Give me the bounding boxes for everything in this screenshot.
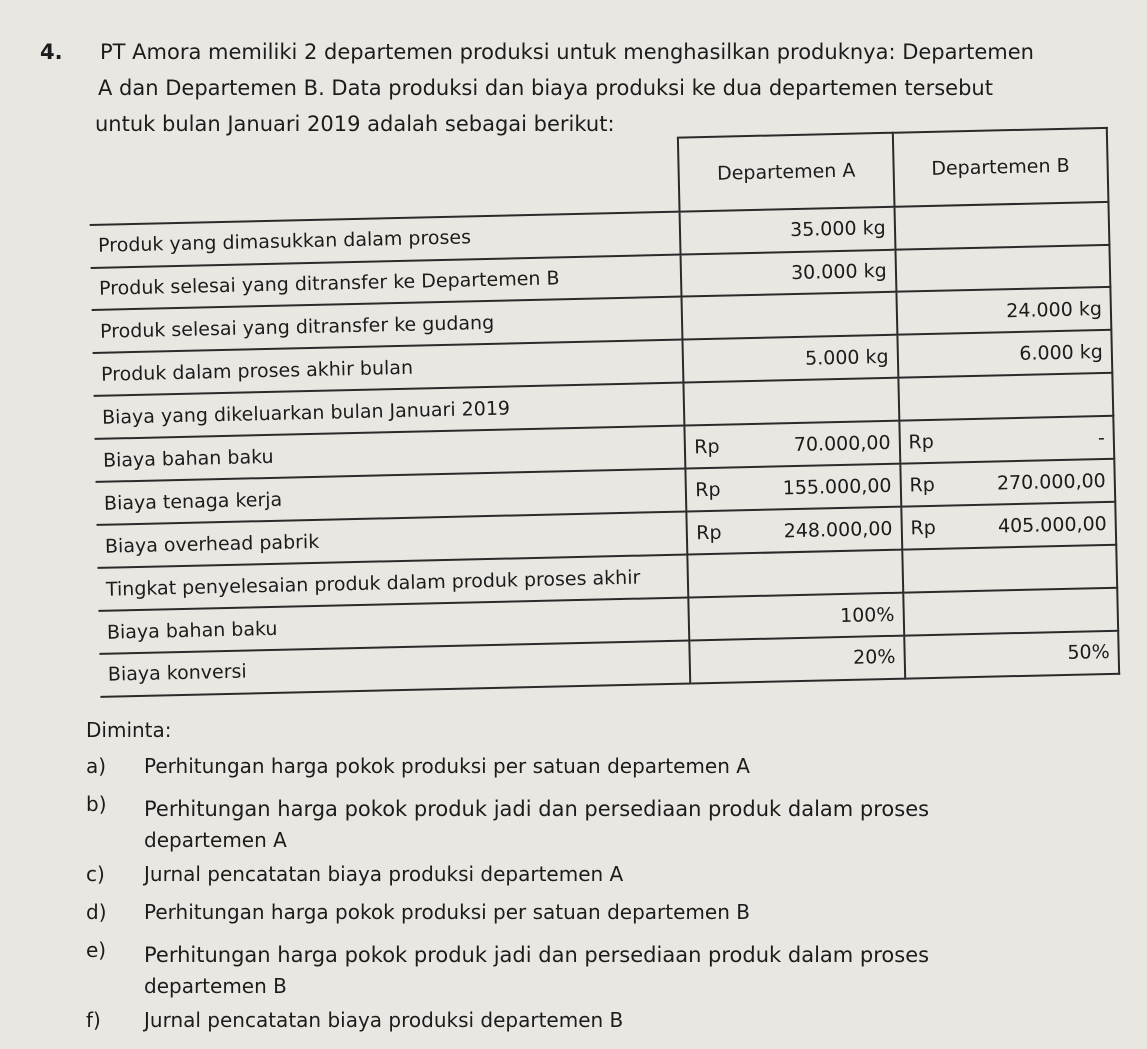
table-row: Produk yang dimasukkan dalam proses 35.000 kg <box>90 201 1110 267</box>
table-row: Biaya tenaga kerja Rp 155.000,00 Rp 270.000,00 <box>96 459 1116 525</box>
question-line-2: A dan Departemen B. Data produksi dan biaya produksi ke dua departemen tersebut <box>98 76 993 100</box>
question-number: 4. <box>40 40 63 64</box>
table-row: Produk dalam proses akhir bulan 5.000 kg 6.000 kg <box>93 330 1113 396</box>
table-row: Biaya konversi 20% 50% <box>99 631 1119 697</box>
textbook-page: 4. PT Amora memiliki 2 departemen produksi untuk menghasilkan produknya: Departemen A dan Departemen B. Data produksi dan biaya produksi ke dua departemen tersebut untuk bulan Januari 2019 adalah sebagai berikut: Departemen A Departemen B Produk yang dimasukkan dalam proses 35.000 kg Produk selesai yang ditransfer ke Departemen B 30.000 kg Produk selesai yang ditransfer ke gudang 24.000 kg Produk dalam proses akhir bulan 5.000 kg 6.000 kg Biaya yang dikeluarkan bulan Januari 2019 Biaya bahan baku Rp 70.000,00 Rp - Biaya tenaga kerja Rp 155.000,00 Rp 270.000,00 Biaya overhead pabrik Rp 248.000,00 Rp 405.000,00 Tingkat penyelesaian produk dalam produk proses akhir Biaya bahan baku 100% Biaya konversi 20% 50% Diminta: a) Perhitungan harga pokok produksi per satuan departemen A b) Perhitungan harga pokok produk jadi dan persediaan produk dalam proses departemen A c) Jurnal pencatatan biaya produksi departemen A d) Perhitungan harga pokok produksi per satuan departemen B e) Perhitungan harga pokok produk jadi dan persediaan produk dalam proses departemen B f) Jurnal pencatatan biaya produksi departemen B <box>0 0 1147 1049</box>
question-line-1: PT Amora memiliki 2 departemen produksi untuk menghasilkan produknya: Departemen <box>100 40 1034 64</box>
production-data-table <box>88 127 1120 698</box>
table-row: Tingkat penyelesaian produk dalam produk proses akhir <box>97 545 1117 611</box>
header-departemen-a: Departemen A <box>678 133 894 211</box>
table-row: Biaya yang dikeluarkan bulan Januari 2019 <box>94 373 1114 439</box>
table-row: Produk selesai yang ditransfer ke Departemen B 30.000 kg <box>91 244 1111 310</box>
table-row: Biaya bahan baku 100% <box>98 588 1118 654</box>
table-row: Biaya bahan baku Rp 70.000,00 Rp - <box>95 416 1115 482</box>
table-row: Produk selesai yang ditransfer ke gudang 24.000 kg <box>92 287 1112 353</box>
question-line-3: untuk bulan Januari 2019 adalah sebagai berikut: <box>95 112 615 136</box>
table-row: Biaya overhead pabrik Rp 248.000,00 Rp 405.000,00 <box>97 502 1117 568</box>
task-list-title: Diminta: <box>86 718 172 742</box>
header-departemen-b: Departemen B <box>893 128 1109 206</box>
